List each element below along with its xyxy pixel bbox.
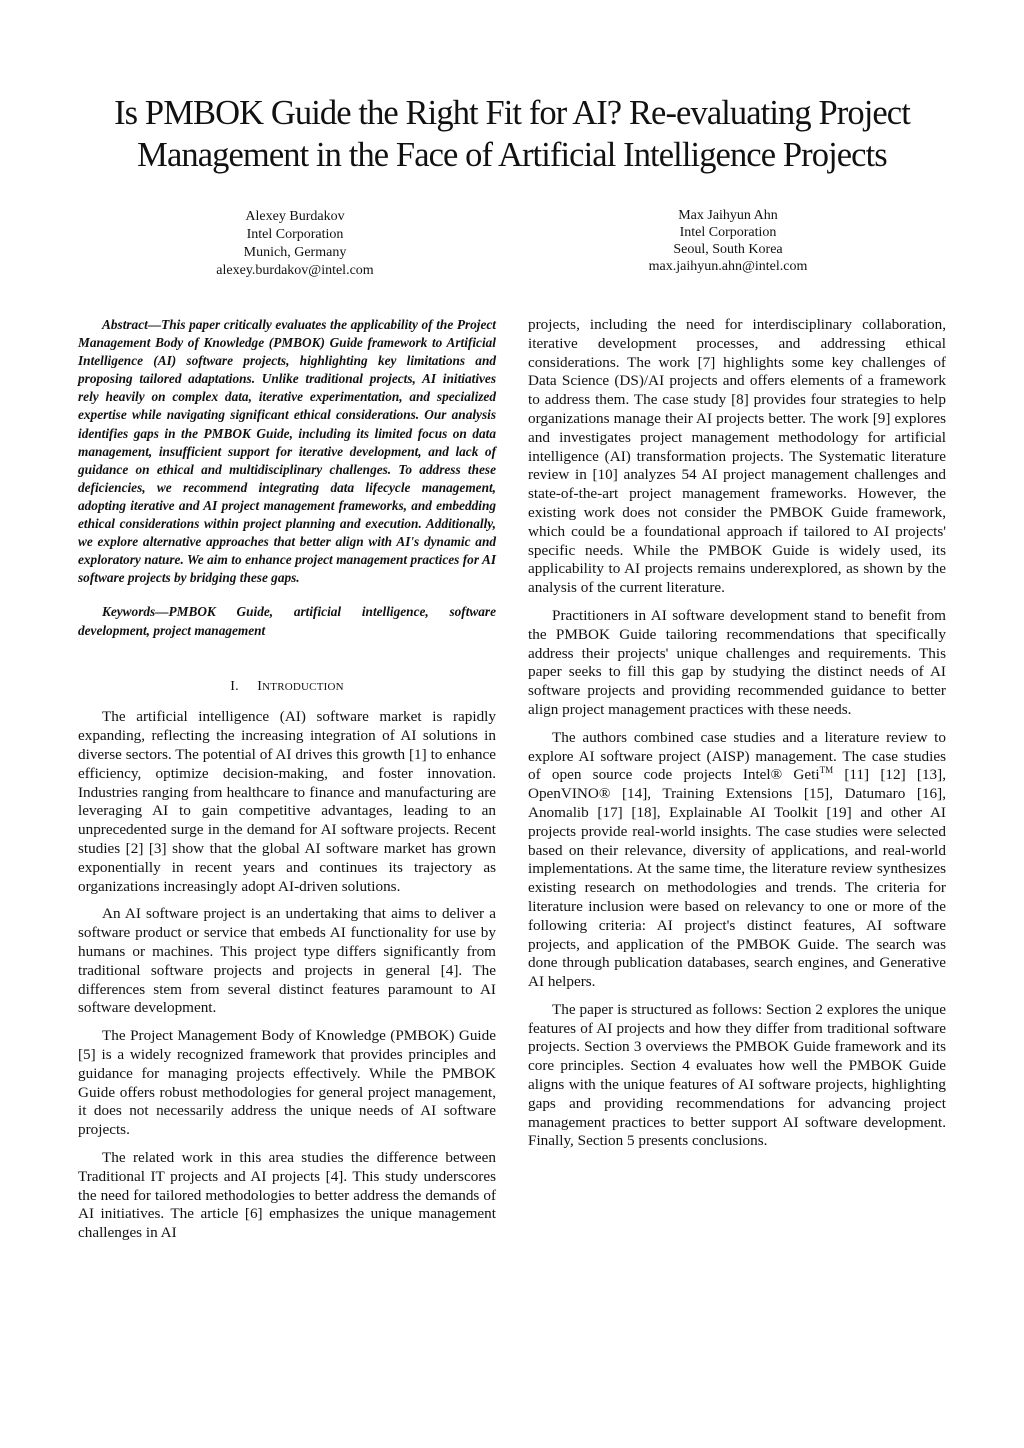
section-number: I. xyxy=(230,678,239,694)
intro-paragraph-2: An AI software project is an undertaking that aims to deliver a software product or service that embeds AI functionality for use by humans or machines. This project type differs significantly from traditional software projects and projects in general [4]. The differences stem from several distinct features paramount to AI software development. xyxy=(78,905,496,1017)
paper-title xyxy=(60,92,964,176)
author-location: Seoul, South Korea xyxy=(673,242,783,257)
intro-paragraph-1: The artificial intelligence (AI) software market is rapidly expanding, reflecting the increasing integration of AI solutions in diverse sectors. The potential of AI drives this growth [1] to enhance efficiency, optimize decision-making, and foster innovation. Industries ranging from healthcare to finance and manufacturing are leveraging AI to gain competitive advantages, leading to an unprecedented surge in the demand for AI software projects. Recent studies [2] [3] show that the global AI software market has grown exponentially in recent years and continues its trajectory as organizations increasingly adopt AI-driven solutions. xyxy=(78,708,496,895)
author-email: max.jaihyun.ahn@intel.com xyxy=(648,259,808,274)
paragraph-text: The authors combined case studies and a literature review to explore AI software project (AISP) management. The case studies of open source code projects Intel® Geti xyxy=(528,728,946,784)
author-affiliation: Intel Corporation xyxy=(679,225,777,240)
intro-paragraph-5: Practitioners in AI software development stand to benefit from the PMBOK Guide tailoring recommendations that specifically address their projects' unique challenges and requirements. This paper seeks to fill this gap by studying the distinct needs of AI software projects and providing recommended guidance to better align project management practices with these needs. xyxy=(528,606,946,718)
author-block-1 xyxy=(145,208,445,280)
author-name: Alexey Burdakov xyxy=(245,209,345,224)
intro-paragraph-7: The paper is structured as follows: Section 2 explores the unique features of AI projects and how they differ from traditional software projects. Section 3 overviews the PMBOK Guide framework and its core principles. Section 4 evaluates how well the PMBOK Guide aligns with the unique features of AI software projects, highlighting gaps and providing recommendations for advancing project management practices to better support AI software development. Finally, Section 5 presents conclusions. xyxy=(528,1000,946,1150)
title-line-1: Is PMBOK Guide the Right Fit for AI? Re-evaluating Project xyxy=(114,94,910,132)
abstract-text: —This paper critically evaluates the applicability of the Project Management Body of Knowledge (PMBOK) Guide framework to Artificial Intelligence (AI) software projects, highlighting key limitations and proposing tailored adaptations. Unlike traditional projects, AI initiatives rely heavily on complex data, iterative experimentation, and specialized expertise while navigating significant ethical considerations. Our analysis identifies gaps in the PMBOK Guide, including its limited focus on data management, insufficient support for iterative development, and lack of guidance on ethical and multidisciplinary challenges. To address these deficiencies, we recommend integrating data lifecycle management, adopting iterative and AI project management frameworks, and embedding ethical considerations within project planning and execution. Additionally, we explore alternative approaches that better align with AI's dynamic and exploratory nature. We aim to enhance project management practices for AI software projects by bridging these gaps. xyxy=(78,317,496,586)
section-title-initial: I xyxy=(257,678,263,694)
author-block-2 xyxy=(578,207,878,275)
intro-paragraph-4-continued: projects, including the need for interdisciplinary collaboration, iterative development processes, and addressing ethical considerations. The work [7] highlights some key challenges of Data Science (DS)/AI projects and offers elements of a framework to address them. The case study [8] provides four strategies to help organizations manage their AI projects better. The work [9] explores and investigates project management methodology for artificial intelligence (AI) transformation projects. The Systematic literature review in [10] analyzes 54 AI project management challenges and state-of-the-art project management frameworks. However, the existing work does not consider the PMBOK Guide framework, which could be a foundational approach if tailored to AI projects' specific needs. While the PMBOK Guide is widely used, its applicability to AI projects remains underexplored, as shown by the analysis of the current literature. xyxy=(528,316,946,597)
trademark-mark: TM xyxy=(819,765,834,776)
keywords-text: —PMBOK Guide, artificial intelligence, software development, project management xyxy=(78,604,496,638)
title-line-2: Management in the Face of Artificial Intelligence Projects xyxy=(137,136,887,174)
keywords xyxy=(78,603,496,639)
intro-paragraph-3: The Project Management Body of Knowledge (PMBOK) Guide [5] is a widely recognized framework that provides principles and guidance for managing projects effectively. While the PMBOK Guide offers robust methodologies for general project management, it does not necessarily address the unique needs of AI software projects. xyxy=(78,1027,496,1139)
left-column xyxy=(78,316,496,1243)
abstract-label: Abstract xyxy=(102,317,148,332)
author-location: Munich, Germany xyxy=(243,245,347,260)
intro-paragraph-6 xyxy=(528,729,946,992)
keywords-label: Keywords xyxy=(102,604,156,620)
right-column xyxy=(528,316,946,1151)
section-title-rest: NTRODUCTION xyxy=(262,680,344,693)
author-email: alexey.burdakov@intel.com xyxy=(216,263,374,278)
author-name: Max Jaihyun Ahn xyxy=(678,208,778,223)
author-affiliation: Intel Corporation xyxy=(246,227,344,242)
section-heading-introduction xyxy=(78,678,496,697)
abstract xyxy=(78,316,496,587)
paragraph-text: [11] [12] [13], OpenVINO® [14], Training Extensions [15], Datumaro [16], Anomalib [17] [18], Explainable AI Toolkit [19] and other AI projects provide real-world insights. The case studies were selected based on their relevance, diversity of applications, and real-world implementations. At the same time, the literature review synthesizes existing research on methodologies and trends. The criteria for literature inclusion were based on relevancy to one or more of the following criteria: AI project's distinct features, AI software projects, and application of the PMBOK Guide. The search was done through publication databases, search engines, and Generative AI helpers. xyxy=(528,766,946,991)
intro-paragraph-4: The related work in this area studies the difference between Traditional IT projects and AI projects [4]. This study underscores the need for tailored methodologies to better address the demands of AI initiatives. The article [6] emphasizes the unique management challenges in AI xyxy=(78,1148,496,1242)
